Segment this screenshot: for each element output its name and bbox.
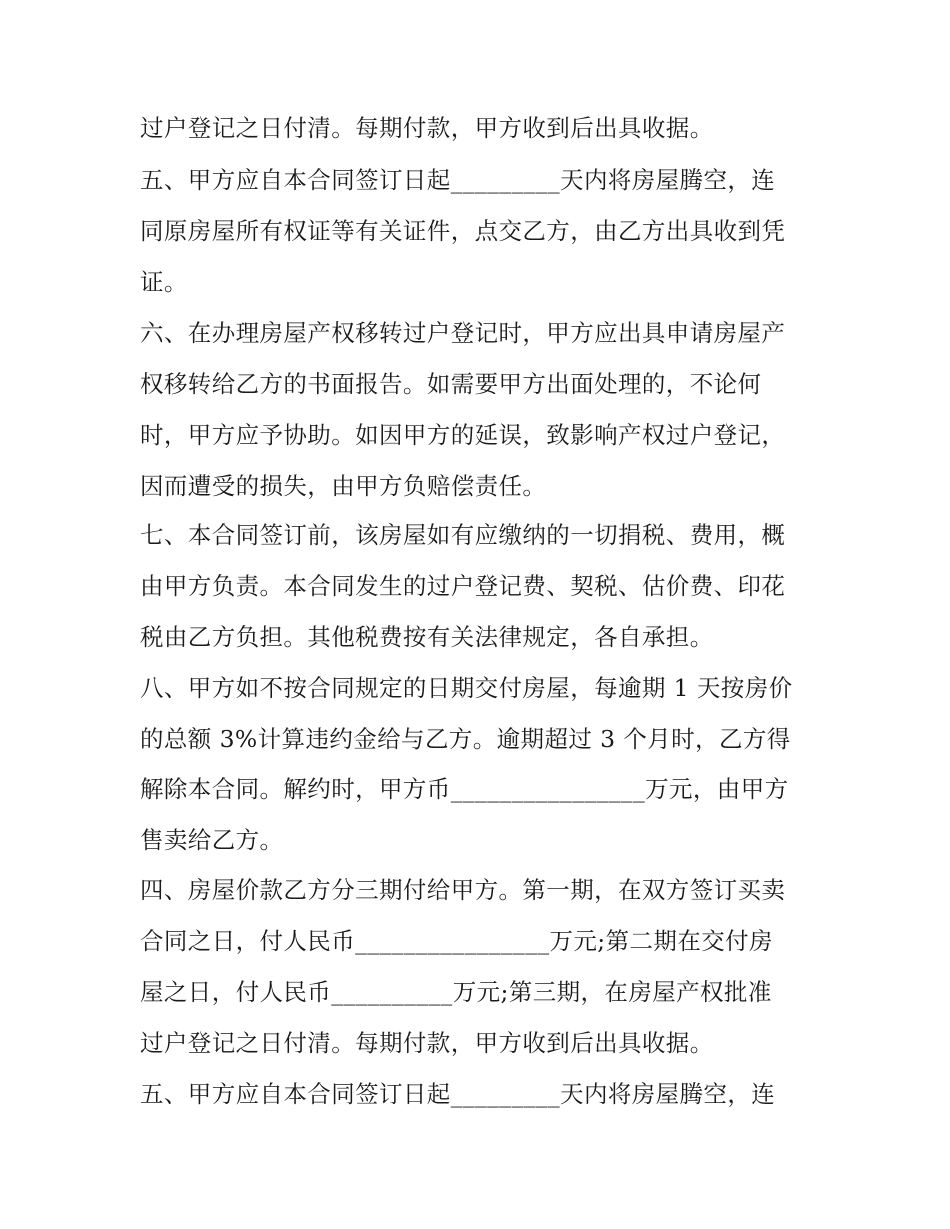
text-line: 过户登记之日付清。每期付款，甲方收到后出具收据。 [140,114,714,142]
text-line: 售卖给乙方。 [140,826,284,854]
text-line: 八、甲方如不按合同规定的日期交付房屋，每逾期 1 天按房价 [140,674,793,702]
text-line: 由甲方负责。本合同发生的过户登记费、契税、估价费、印花 [140,572,786,600]
text-line: 七、本合同签订前，该房屋如有应缴纳的一切捐税、费用，概 [140,521,786,549]
text-line: 屋之日，付人民币__________万元;第三期，在房屋产权批准 [140,978,772,1006]
text-line: 时，甲方应予协助。如因甲方的延误，致影响产权过户登记， [140,421,786,449]
text-line: 六、在办理房屋产权移转过户登记时，甲方应出具申请房屋产 [140,319,786,347]
text-line: 因而遭受的损失，由甲方负赔偿责任。 [140,472,547,500]
text-line: 五、甲方应自本合同签订日起_________天内将房屋腾空，连 [140,166,776,194]
text-line: 合同之日，付人民币________________万元;第二期在交付房 [140,927,773,955]
text-line: 权移转给乙方的书面报告。如需要甲方出面处理的，不论何 [140,370,762,398]
text-line: 四、房屋价款乙方分三期付给甲方。第一期，在双方签订买卖 [140,876,786,904]
text-line: 过户登记之日付清。每期付款，甲方收到后出具收据。 [140,1029,714,1057]
text-line: 税由乙方负担。其他税费按有关法律规定，各自承担。 [140,623,714,651]
text-line: 的总额 3%计算违约金给与乙方。逾期超过 3 个月时，乙方得 [140,725,791,753]
text-line: 解除本合同。解约时，甲方币________________万元，由甲方 [140,775,789,803]
text-line: 同原房屋所有权证等有关证件，点交乙方，由乙方出具收到凭 [140,217,786,245]
text-line: 五、甲方应自本合同签订日起_________天内将房屋腾空，连 [140,1080,776,1108]
text-line: 证。 [140,268,188,296]
